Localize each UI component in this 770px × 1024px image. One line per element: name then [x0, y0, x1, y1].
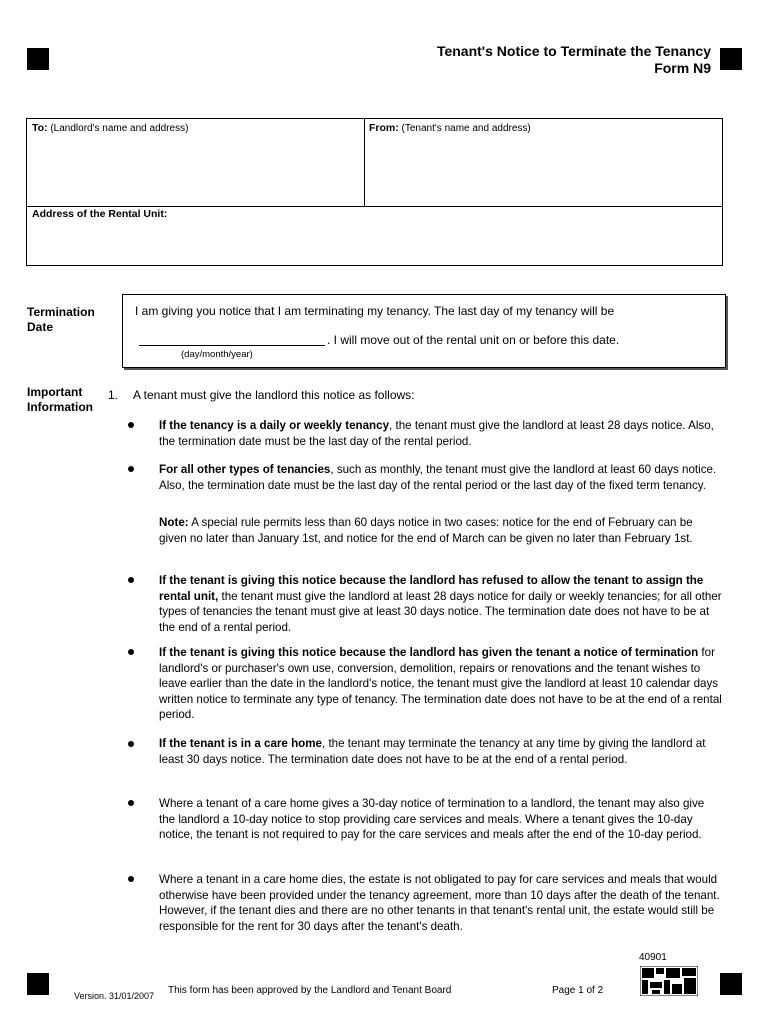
bullet-icon — [128, 800, 134, 806]
important-information-label: Important Information — [27, 385, 93, 414]
to-label: To: — [32, 122, 48, 134]
form-title-block — [437, 43, 711, 77]
bullet-icon — [128, 876, 134, 882]
form-title: Tenant's Notice to Terminate the Tenancy — [436, 43, 711, 59]
list-item: If the tenant is giving this notice because the landlord has refused to allow the tenant to assign the rental unit, the tenant must give the landlord at least 28 days notice for daily or weekly tenancies; for all other types of tenancies the tenant must give at least 30 days notice. The termination date does not have to be at the end of a rental period. — [159, 574, 722, 634]
bullet-icon — [128, 741, 134, 747]
parties-box — [26, 118, 723, 266]
termination-statement: I am giving you notice that I am terminating my tenancy. The last day of my tenancy will be — [135, 304, 615, 318]
to-hint: (Landlord's name and address) — [50, 123, 189, 134]
item-number: 1. — [108, 388, 119, 402]
list-item: For all other types of tenancies, such as monthly, the tenant must give the landlord at least 60 days notice. Also, the termination date must be the last day of the rental period or the last day of the fixed term tenancy. — [159, 463, 717, 492]
bullet-icon — [128, 577, 134, 583]
from-label: From: — [369, 122, 399, 134]
registration-marker-bottom-right — [720, 973, 742, 995]
note-label: Note: — [159, 516, 189, 529]
registration-marker-bottom-left — [27, 973, 49, 995]
note — [159, 515, 722, 546]
registration-marker-top-left — [27, 48, 49, 70]
to-field[interactable] — [32, 122, 188, 134]
document-number: 40901 — [639, 952, 667, 963]
page-number: Page 1 of 2 — [552, 985, 604, 996]
form-number: Form N9 — [654, 60, 711, 76]
move-out-statement: . I will move out of the rental unit on or before this date. — [327, 333, 620, 347]
date-format-hint: (day/month/year) — [181, 349, 253, 360]
list-item: If the tenant is in a care home, the tenant may terminate the tenancy at any time by giving the landlord at least 30 days notice. The termination date does not have to be at the end of a rental period. — [159, 737, 706, 766]
note-text: A special rule permits less than 60 days notice in two cases: notice for the end of February can be given no later than January 1st, and notice for the end of March can be given no later than February 1st. — [159, 516, 693, 545]
list-item: If the tenant is giving this notice because the landlord has given the tenant a notice of termination for landlord's or purchaser's own use, conversion, demolition, repairs or renovations and the tenant wishes to leave earlier than the date in the landlord's notice, the tenant must give the landlord at least 10 calendar days written notice to terminate any type of tenancy. The termination date does not have to be at the end of a rental period. — [159, 646, 722, 721]
list-item: Where a tenant in a care home dies, the estate is not obligated to pay for care services and meals that would otherwise have been provided under the tenancy agreement, more than 10 days after the death of the tenant. However, if the tenant dies and there are no other tenants in that tenant's rental unit, the estate would still be responsible for the rent for 30 days after the tenant's death. — [159, 873, 720, 933]
from-hint: (Tenant's name and address) — [401, 123, 531, 134]
termination-date-field[interactable] — [139, 345, 325, 346]
list-item: If the tenancy is a daily or weekly tenancy, the tenant must give the landlord at least 28 days notice. Also, the termination date must be the last day of the rental period. — [159, 419, 714, 448]
bullet-icon — [128, 649, 134, 655]
rental-unit-address-field[interactable] — [32, 208, 167, 220]
bullet-icon — [128, 466, 134, 472]
termination-date-box — [122, 294, 726, 368]
list-item: Where a tenant of a care home gives a 30-day notice of termination to a landlord, the tenant may also give the landlord a 10-day notice to stop providing care services and meals. Where a tenant gives the 10-day notice, the tenant is not required to pay for the care services and meals after the end of the 10-day period. — [159, 797, 705, 841]
form-barcode-icon — [640, 966, 698, 996]
bullet-icon — [128, 422, 134, 428]
version-text: Version. 31/01/2007 — [74, 991, 155, 1001]
termination-date-label: Termination Date — [27, 305, 95, 334]
registration-marker-top-right — [720, 48, 742, 70]
approval-text: This form has been approved by the Landlord and Tenant Board — [168, 985, 452, 996]
from-field[interactable] — [369, 122, 531, 134]
item-text: A tenant must give the landlord this notice as follows: — [133, 388, 415, 402]
rental-unit-label: Address of the Rental Unit: — [32, 208, 168, 220]
